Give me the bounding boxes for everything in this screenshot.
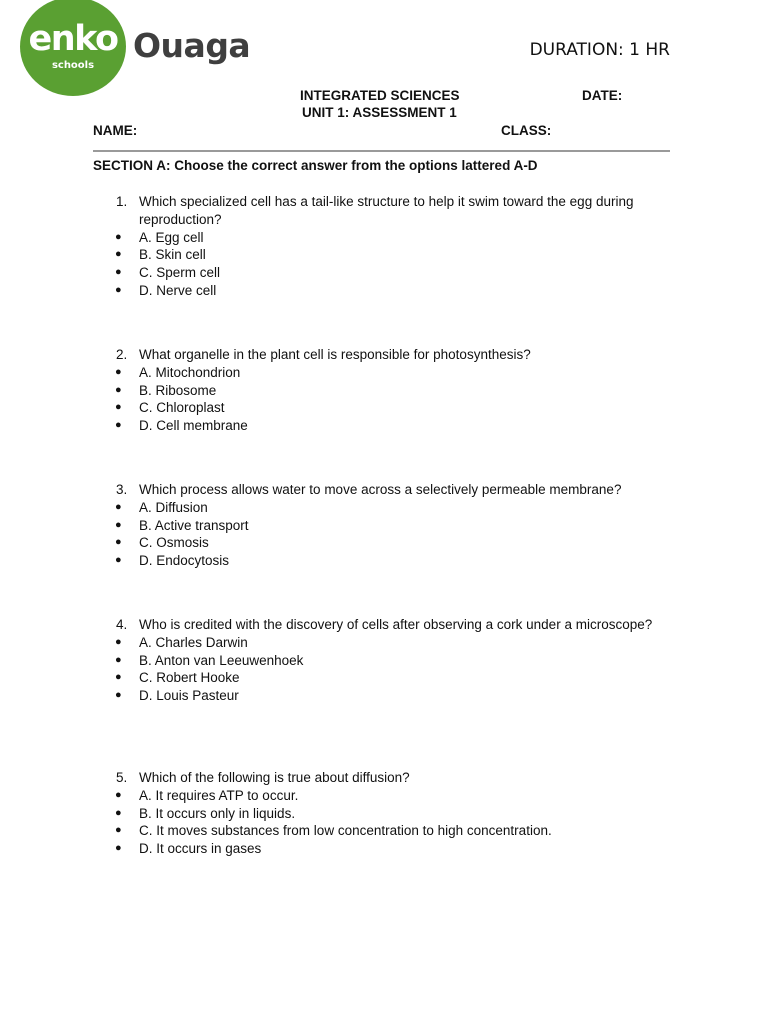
option-label: D. Louis Pasteur: [139, 688, 239, 704]
bullet-icon: ●: [115, 536, 122, 549]
option-label: A. Mitochondrion: [139, 364, 241, 380]
option-d: [112, 552, 677, 570]
exam-duration: DURATION: 1 HR: [529, 40, 670, 60]
option-a: [112, 229, 677, 247]
question-text: [112, 616, 677, 634]
option-a: [112, 634, 677, 652]
bullet-icon: ●: [115, 824, 122, 837]
exam-subject: INTEGRATED SCIENCES: [300, 88, 460, 103]
option-label: B. Ribosome: [139, 382, 217, 398]
option-label: A. Egg cell: [139, 229, 204, 245]
bullet-icon: ●: [115, 554, 122, 567]
name-label: NAME:: [93, 123, 138, 138]
option-b: [112, 805, 677, 823]
bullet-icon: ●: [115, 365, 122, 378]
class-label: CLASS:: [501, 123, 552, 138]
logo-subtitle: schools: [51, 60, 95, 71]
option-label: D. It occurs in gases: [139, 841, 262, 857]
option-label: D. Endocytosis: [139, 553, 230, 569]
date-label: DATE:: [582, 88, 623, 103]
option-label: C. Sperm cell: [139, 265, 221, 281]
option-label: B. Anton van Leeuwenhoek: [139, 652, 304, 668]
question-number: 2.: [116, 347, 128, 362]
option-a: [112, 499, 677, 517]
option-label: A. Diffusion: [139, 499, 208, 515]
bullet-icon: ●: [115, 518, 122, 531]
option-b: [112, 382, 677, 400]
question-1: [112, 193, 677, 300]
question-text: [112, 481, 677, 499]
question-number: 5.: [116, 770, 128, 785]
option-c: [112, 264, 677, 282]
question-prompt: Which of the following is true about diffusion?: [139, 770, 410, 785]
option-a: [112, 787, 677, 805]
question-prompt: Who is credited with the discovery of cells after observing a cork under a microscope?: [139, 617, 653, 632]
bullet-icon: ●: [115, 635, 122, 648]
campus-name: Ouaga: [133, 26, 251, 65]
header-divider: [93, 150, 670, 152]
option-c: [112, 399, 677, 417]
question-text: [112, 346, 677, 364]
bullet-icon: ●: [115, 806, 122, 819]
option-d: [112, 687, 677, 705]
bullet-icon: ●: [115, 689, 122, 702]
bullet-icon: ●: [115, 500, 122, 513]
logo-wordmark: enko: [28, 19, 118, 59]
enko-logo: [20, 0, 126, 96]
option-d: [112, 282, 677, 300]
bullet-icon: ●: [115, 266, 122, 279]
option-label: C. Robert Hooke: [139, 670, 240, 686]
option-d: [112, 417, 677, 435]
question-number: 4.: [116, 617, 128, 632]
question-number: 1.: [116, 194, 128, 209]
option-label: A. Charles Darwin: [139, 634, 248, 650]
option-d: [112, 840, 677, 858]
bullet-icon: ●: [115, 230, 122, 243]
option-label: D. Cell membrane: [139, 418, 248, 434]
option-c: [112, 669, 677, 687]
bullet-icon: ●: [115, 419, 122, 432]
option-label: B. Skin cell: [139, 247, 206, 263]
question-prompt: Which specialized cell has a tail-like structure to help it swim toward the egg during reproduction?: [139, 194, 634, 227]
exam-unit: UNIT 1: ASSESSMENT 1: [302, 105, 457, 120]
question-prompt: Which process allows water to move across a selectively permeable membrane?: [139, 482, 622, 497]
option-c: [112, 534, 677, 552]
question-4: [112, 616, 677, 705]
section-a-title: SECTION A: Choose the correct answer from the options lattered A-D: [93, 158, 538, 173]
question-5: [112, 769, 677, 858]
option-b: [112, 246, 677, 264]
question-text: [112, 193, 677, 229]
option-a: [112, 364, 677, 382]
option-label: A. It requires ATP to occur.: [139, 787, 299, 803]
option-b: [112, 652, 677, 670]
bullet-icon: ●: [115, 842, 122, 855]
option-label: B. Active transport: [139, 517, 249, 533]
option-label: C. It moves substances from low concentration to high concentration.: [139, 823, 552, 839]
bullet-icon: ●: [115, 653, 122, 666]
question-number: 3.: [116, 482, 128, 497]
bullet-icon: ●: [115, 248, 122, 261]
option-label: C. Chloroplast: [139, 400, 225, 416]
bullet-icon: ●: [115, 671, 122, 684]
option-c: [112, 822, 677, 840]
bullet-icon: ●: [115, 383, 122, 396]
option-label: C. Osmosis: [139, 535, 209, 551]
question-text: [112, 769, 677, 787]
bullet-icon: ●: [115, 401, 122, 414]
option-label: B. It occurs only in liquids.: [139, 805, 296, 821]
bullet-icon: ●: [115, 788, 122, 801]
question-2: [112, 346, 677, 435]
question-prompt: What organelle in the plant cell is responsible for photosynthesis?: [139, 347, 531, 362]
option-b: [112, 517, 677, 535]
bullet-icon: ●: [115, 283, 122, 296]
option-label: D. Nerve cell: [139, 282, 217, 298]
question-3: [112, 481, 677, 570]
